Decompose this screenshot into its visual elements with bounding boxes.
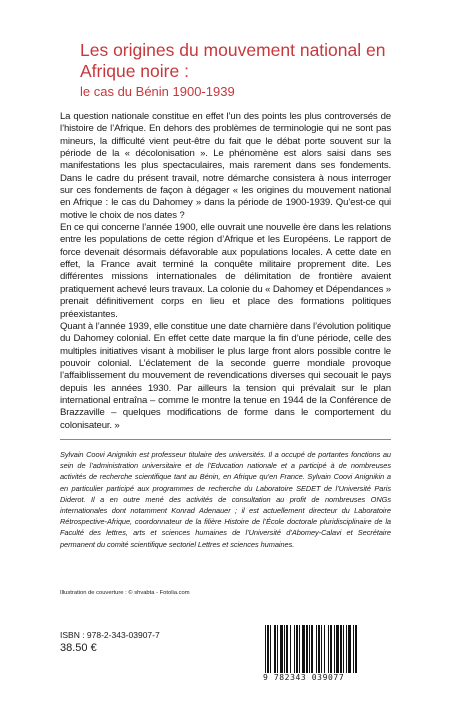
barcode-digits: 9 782343 039077 [263,673,345,682]
book-subtitle: le cas du Bénin 1900-1939 [80,84,235,99]
author-bio: Sylvain Coovi Anignikin est professeur titulaire des universités. Il a occupé de portantes fonctions au sein de l’administration universitaire et de l’Education nationale et a participé à de nombreuses activités de recherche scientifique tant au Bénin, en Afrique qu’en France. Sylvain Coovi Anignikin a en particulier participé aux programmes de recherche du Laboratoire SEDET de l’Université Paris Diderot. Il a en outre mené des activités de consultation au profit de nombreuses ONGs internationales dont notamment Konrad Adenauer ; il est actuellement directeur du Laboratoire Rétrospective-Afrique, coordonnateur de la filière Histoire de l’École doctorale pluridisciplinaire de la Faculté des lettres, arts et sciences humaines de l’Université d’Abomey-Calavi et Secrétaire permanent du comité scientifique sectoriel Lettres et sciences humaines. [60,450,391,549]
book-title: Les origines du mouvement national en Afrique noire : [80,40,386,81]
summary-paragraph: En ce qui concerne l’année 1900, elle ouvrait une nouvelle ère dans les relations entre les populations de cette région d’Afrique et les Européens. Le rapport de force devenait désormais défavorable aux populations locales. A cette date en effet, la France avait terminé la conquête militaire proprement dite. Les différentes missions internationales de délimitation de frontière avaient pratiquement achevé leurs travaux. La colonie du « Dahomey et Dépendances » prenait définitivement corps en lieu et place des formations politiques préexistantes. [60,222,391,320]
summary-paragraph: Quant à l’année 1939, elle constitue une date charnière dans l’évolution politique du Dahomey colonial. En effet cette date marque la fin d’une période, celle des multiples initiatives visant à mobiliser le plus large front alors possible contre le pouvoir colonial. L’éclatement de la seconde guerre mondiale provoque l’affaiblissement du mouvement de revendications diverses qui secouait le pays depuis les années 1930. Par ailleurs la tension qui prévalait sur le plan international entraîna – comme le montre la tenue en 1944 de la Conférence de Brazzaville – quelques modifications de forme dans le comportement du colonisateur. » [60,320,391,431]
back-cover-summary [60,111,391,432]
barcode-icon [263,625,390,673]
section-divider [60,439,391,440]
cover-credit: Illustration de couverture : © shvabta - Fotolia.com [60,590,190,596]
isbn: ISBN : 978-2-343-03907-7 [60,630,160,640]
summary-paragraph: La question nationale constitue en effet l’un des points les plus controversés de l’histoire de l’Afrique. En dehors des problèmes de terminologie qui ne sont pas mineurs, la difficulté vient peut-être du fait que le débat porte souvent sur la période de la « décolonisation ». Le phénomène est alors saisi dans ses manifestations les plus spectaculaires, mais rarement dans ses fondements. Dans le cadre du présent travail, notre démarche consistera à nous interroger sur ces fondements de façon à dégager « les origines du mouvement national en Afrique : le cas du Dahomey » dans la période de 1900-1939. Qu’est-ce qui motive le choix de nos dates ? [60,111,391,221]
price: 38.50 € [60,642,97,654]
